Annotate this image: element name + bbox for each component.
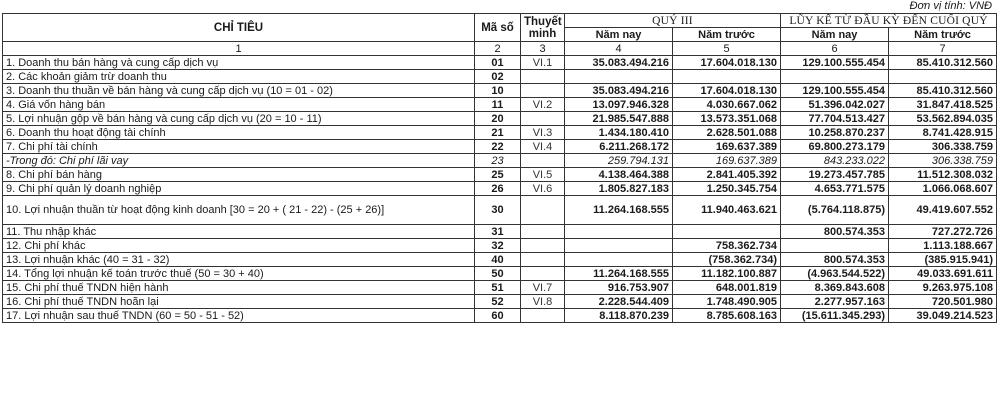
row-label: 5. Lợi nhuận gộp về bán hàng và cung cấp dịch vụ (20 = 10 - 11) (3, 112, 475, 126)
row-quarter-previous: 169.637.389 (673, 154, 781, 168)
row-quarter-previous: (758.362.734) (673, 253, 781, 267)
row-ytd-current: 129.100.555.454 (781, 84, 889, 98)
row-quarter-previous: 4.030.667.062 (673, 98, 781, 112)
row-note: VI.6 (521, 182, 565, 196)
row-code: 31 (475, 225, 521, 239)
row-quarter-current: 6.211.268.172 (565, 140, 673, 154)
row-quarter-current: 11.264.168.555 (565, 267, 673, 281)
row-ytd-current: (15.611.345.293) (781, 309, 889, 323)
row-note: VI.1 (521, 56, 565, 70)
table-row (3, 182, 997, 196)
row-ytd-current (781, 239, 889, 253)
row-ytd-previous: (385.915.941) (889, 253, 997, 267)
row-ytd-previous: 727.272.726 (889, 225, 997, 239)
header-ma-so: Mã số (475, 14, 521, 42)
row-note (521, 196, 565, 225)
header-luy-ke: LŨY KẾ TỪ ĐẦU KỲ ĐẾN CUỐI QUÝ (781, 14, 997, 28)
row-code: 60 (475, 309, 521, 323)
header-quy-nam-truoc: Năm trước (673, 28, 781, 42)
row-quarter-current: 21.985.547.888 (565, 112, 673, 126)
index-cell: 2 (475, 42, 521, 56)
row-label: 1. Doanh thu bán hàng và cung cấp dịch vụ (3, 56, 475, 70)
row-note (521, 309, 565, 323)
row-ytd-previous: 720.501.980 (889, 295, 997, 309)
row-note (521, 112, 565, 126)
row-quarter-current: 916.753.907 (565, 281, 673, 295)
row-ytd-previous: 85.410.312.560 (889, 84, 997, 98)
row-ytd-current: 19.273.457.785 (781, 168, 889, 182)
table-row (3, 239, 997, 253)
row-label: -Trong đó: Chi phí lãi vay (3, 154, 475, 168)
row-ytd-previous: 306.338.759 (889, 140, 997, 154)
row-ytd-previous: 1.113.188.667 (889, 239, 997, 253)
row-quarter-current (565, 239, 673, 253)
row-ytd-current: 69.800.273.179 (781, 140, 889, 154)
row-ytd-previous: 31.847.418.525 (889, 98, 997, 112)
row-ytd-previous: 8.741.428.915 (889, 126, 997, 140)
row-label: 16. Chi phí thuế TNDN hoãn lại (3, 295, 475, 309)
row-code: 20 (475, 112, 521, 126)
unit-note: Đơn vị tính: VNĐ (909, 0, 992, 12)
index-cell: 4 (565, 42, 673, 56)
row-code: 22 (475, 140, 521, 154)
row-quarter-previous: 648.001.819 (673, 281, 781, 295)
table-row (3, 140, 997, 154)
table-row (3, 98, 997, 112)
row-quarter-previous: 17.604.018.130 (673, 56, 781, 70)
row-label: 3. Doanh thu thuần về bán hàng và cung cấp dịch vụ (10 = 01 - 02) (3, 84, 475, 98)
table-row (3, 196, 997, 225)
row-code: 40 (475, 253, 521, 267)
row-ytd-current: 843.233.022 (781, 154, 889, 168)
row-code: 25 (475, 168, 521, 182)
row-ytd-current: 800.574.353 (781, 225, 889, 239)
row-code: 01 (475, 56, 521, 70)
table-row (3, 253, 997, 267)
row-code: 30 (475, 196, 521, 225)
row-quarter-previous: 11.182.100.887 (673, 267, 781, 281)
row-quarter-previous: 8.785.608.163 (673, 309, 781, 323)
row-quarter-current: 8.118.870.239 (565, 309, 673, 323)
row-code: 32 (475, 239, 521, 253)
row-quarter-current: 35.083.494.216 (565, 84, 673, 98)
row-label: 17. Lợi nhuận sau thuế TNDN (60 = 50 - 51 - 52) (3, 309, 475, 323)
row-note (521, 225, 565, 239)
row-quarter-previous (673, 225, 781, 239)
row-label: 10. Lợi nhuận thuần từ hoạt động kinh doanh [30 = 20 + ( 21 - 22) - (25 + 26)] (3, 196, 475, 225)
row-ytd-current: 8.369.843.608 (781, 281, 889, 295)
header-quy-nam-nay: Năm nay (565, 28, 673, 42)
row-label: 8. Chi phí bán hàng (3, 168, 475, 182)
row-note (521, 70, 565, 84)
row-ytd-previous (889, 70, 997, 84)
row-quarter-previous: 13.573.351.068 (673, 112, 781, 126)
row-ytd-current: 2.277.957.163 (781, 295, 889, 309)
table-row (3, 295, 997, 309)
row-label: 7. Chi phí tài chính (3, 140, 475, 154)
table-row (3, 126, 997, 140)
row-note: VI.3 (521, 126, 565, 140)
row-code: 23 (475, 154, 521, 168)
table-row (3, 267, 997, 281)
row-quarter-previous: 11.940.463.621 (673, 196, 781, 225)
table-row (3, 154, 997, 168)
row-ytd-previous: 306.338.759 (889, 154, 997, 168)
header-chi-tieu: CHỈ TIÊU (3, 14, 475, 42)
row-note (521, 239, 565, 253)
row-ytd-current: 77.704.513.427 (781, 112, 889, 126)
index-cell: 7 (889, 42, 997, 56)
row-quarter-current: 35.083.494.216 (565, 56, 673, 70)
row-ytd-current: 4.653.771.575 (781, 182, 889, 196)
header-thuyet-minh: Thuyết minh (521, 14, 565, 42)
index-cell: 1 (3, 42, 475, 56)
row-ytd-current: 129.100.555.454 (781, 56, 889, 70)
row-note: VI.4 (521, 140, 565, 154)
row-note: VI.8 (521, 295, 565, 309)
row-quarter-previous: 2.841.405.392 (673, 168, 781, 182)
row-label: 2. Các khoản giảm trừ doanh thu (3, 70, 475, 84)
row-label: 6. Doanh thu hoạt động tài chính (3, 126, 475, 140)
income-statement-table (2, 13, 997, 323)
row-note (521, 267, 565, 281)
row-quarter-current: 259.794.131 (565, 154, 673, 168)
row-quarter-current: 13.097.946.328 (565, 98, 673, 112)
header-luyke-nam-nay: Năm nay (781, 28, 889, 42)
row-note (521, 84, 565, 98)
row-ytd-previous: 49.419.607.552 (889, 196, 997, 225)
row-quarter-previous (673, 70, 781, 84)
index-cell: 6 (781, 42, 889, 56)
row-code: 10 (475, 84, 521, 98)
row-quarter-previous: 17.604.018.130 (673, 84, 781, 98)
row-label: 15. Chi phí thuế TNDN hiện hành (3, 281, 475, 295)
row-quarter-previous: 758.362.734 (673, 239, 781, 253)
row-ytd-current: 51.396.042.027 (781, 98, 889, 112)
row-code: 21 (475, 126, 521, 140)
table-row (3, 168, 997, 182)
row-ytd-previous: 53.562.894.035 (889, 112, 997, 126)
row-quarter-current (565, 70, 673, 84)
row-label: 12. Chi phí khác (3, 239, 475, 253)
row-label: 14. Tổng lợi nhuận kế toán trước thuế (50 = 30 + 40) (3, 267, 475, 281)
row-ytd-current: (4.963.544.522) (781, 267, 889, 281)
row-ytd-previous: 85.410.312.560 (889, 56, 997, 70)
row-ytd-previous: 9.263.975.108 (889, 281, 997, 295)
row-note: VI.5 (521, 168, 565, 182)
table-row (3, 281, 997, 295)
row-label: 9. Chi phí quản lý doanh nghiệp (3, 182, 475, 196)
row-quarter-current: 2.228.544.409 (565, 295, 673, 309)
row-quarter-current (565, 253, 673, 267)
row-quarter-previous: 169.637.389 (673, 140, 781, 154)
row-code: 50 (475, 267, 521, 281)
row-label: 13. Lợi nhuận khác (40 = 31 - 32) (3, 253, 475, 267)
table-row (3, 112, 997, 126)
row-ytd-previous: 49.033.691.611 (889, 267, 997, 281)
row-ytd-previous: 11.512.308.032 (889, 168, 997, 182)
row-ytd-current: 800.574.353 (781, 253, 889, 267)
table-row (3, 56, 997, 70)
row-label: 4. Giá vốn hàng bán (3, 98, 475, 112)
header-luyke-nam-truoc: Năm trước (889, 28, 997, 42)
row-quarter-current: 11.264.168.555 (565, 196, 673, 225)
row-quarter-current: 4.138.464.388 (565, 168, 673, 182)
row-code: 02 (475, 70, 521, 84)
header-quy: QUÝ III (565, 14, 781, 28)
index-cell: 3 (521, 42, 565, 56)
row-code: 51 (475, 281, 521, 295)
row-quarter-current: 1.805.827.183 (565, 182, 673, 196)
row-quarter-previous: 1.250.345.754 (673, 182, 781, 196)
row-note: VI.7 (521, 281, 565, 295)
row-ytd-current: (5.764.118.875) (781, 196, 889, 225)
row-ytd-previous: 1.066.068.607 (889, 182, 997, 196)
table-row (3, 225, 997, 239)
row-quarter-previous: 2.628.501.088 (673, 126, 781, 140)
row-quarter-current (565, 225, 673, 239)
row-note: VI.2 (521, 98, 565, 112)
row-code: 11 (475, 98, 521, 112)
table-row (3, 70, 997, 84)
table-row (3, 309, 997, 323)
row-quarter-previous: 1.748.490.905 (673, 295, 781, 309)
table-row (3, 84, 997, 98)
row-note (521, 154, 565, 168)
row-quarter-current: 1.434.180.410 (565, 126, 673, 140)
row-code: 26 (475, 182, 521, 196)
row-ytd-previous: 39.049.214.523 (889, 309, 997, 323)
row-label: 11. Thu nhập khác (3, 225, 475, 239)
index-cell: 5 (673, 42, 781, 56)
row-note (521, 253, 565, 267)
row-ytd-current (781, 70, 889, 84)
row-ytd-current: 10.258.870.237 (781, 126, 889, 140)
row-code: 52 (475, 295, 521, 309)
